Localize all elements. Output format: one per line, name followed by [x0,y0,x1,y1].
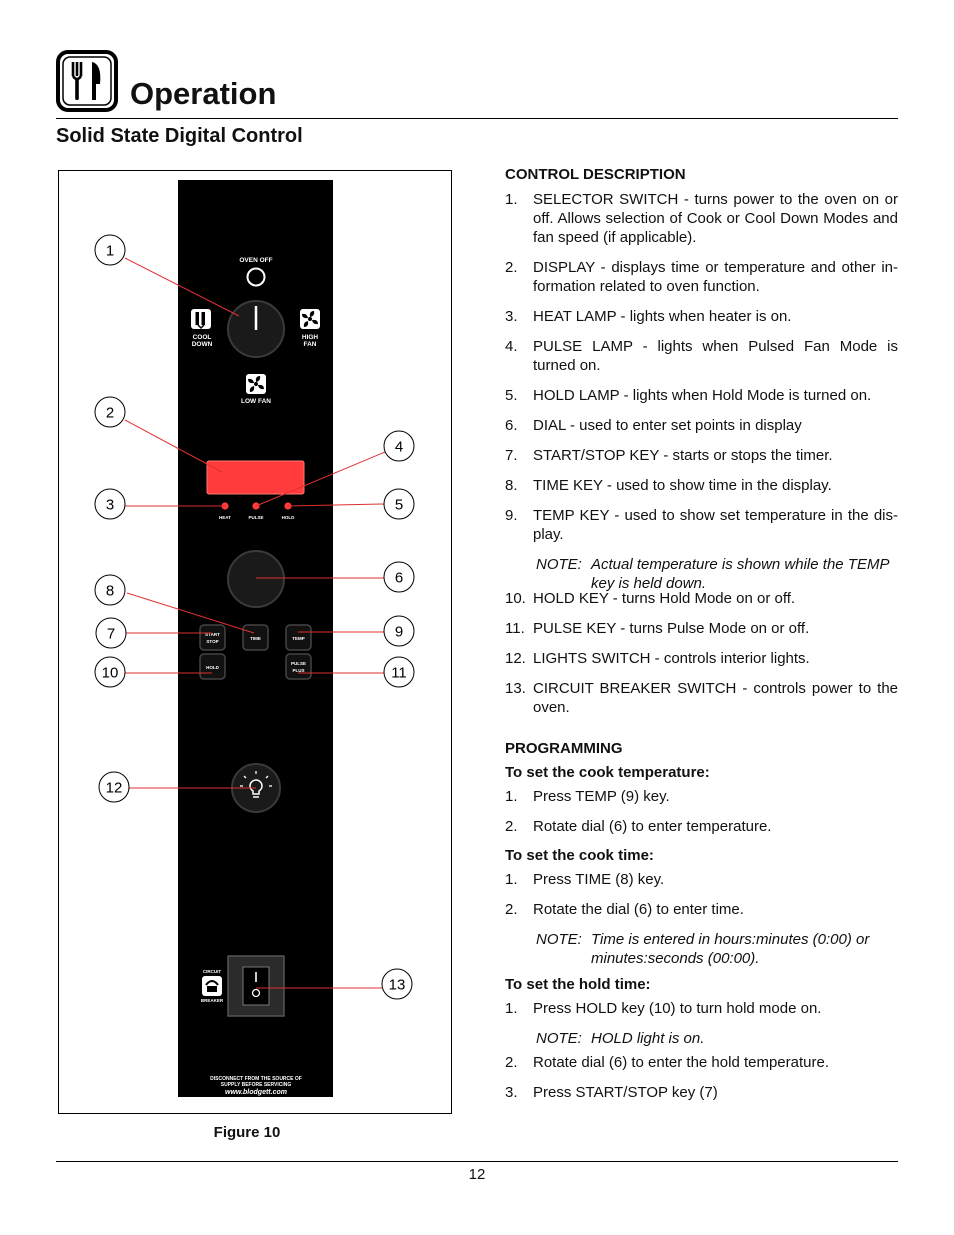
pulse-plus-key[interactable] [286,654,311,679]
list-item: 4. PULSE LAMP - lights when Pulsed Fan Mode is turned on. [505,338,898,374]
note-time-entry: NOTE: Time is entered in hours:minutes (0:00) or minutes:seconds (00:00). [536,931,870,967]
control-description-list [505,190,898,544]
callout-2 [95,397,125,427]
down-label: DOWN [191,341,213,348]
list-item: 3. Press START/STOP key (7) [505,1084,718,1101]
svg-text:7: 7 [106,625,116,643]
time-key[interactable] [243,625,268,650]
circuit-breaker-icon [202,976,222,996]
svg-text:9: 9 [394,623,404,641]
svg-text:10: 10 [101,664,119,682]
programming-heading: PROGRAMMING [505,740,623,757]
high-fan-icon [300,309,320,329]
list-item: 1. Press TIME (8) key. [505,871,665,888]
callout-10 [95,657,125,687]
circuit-label: CIRCUIT [202,969,222,974]
list-item: 7. START/STOP KEY - starts or stops the timer. [505,447,833,464]
list-item: 11. PULSE KEY - turns Pulse Mode on or off. [505,620,810,637]
low-fan-icon [246,374,266,394]
note-hold-light: NOTE: HOLD light is on. [536,1030,705,1047]
temp-key[interactable] [286,625,311,650]
list-item: 2. DISPLAY - displays time or temperature and other in-formation related to oven function. [505,259,898,295]
website-label: www.blodgett.com [225,1089,287,1096]
figure-caption: Figure 10 [213,1124,281,1141]
list-item: 9. TEMP KEY - used to show set temperature in the dis-play. [505,507,898,543]
hold-key[interactable] [200,654,225,679]
callout-3 [95,489,125,519]
callout-1 [95,235,125,265]
callout-12 [99,772,129,802]
start-label: START [205,632,220,637]
breaker-label: BREAKER [200,998,224,1003]
cool-down-icon [191,309,211,329]
svg-text:6: 6 [394,569,404,587]
svg-text:11: 11 [391,664,407,682]
callout-4 [384,431,414,461]
callout-13 [382,969,412,999]
cook-time-steps [505,870,898,919]
time-label: TIME [250,636,261,641]
callout-6 [384,562,414,592]
svg-text:12: 12 [105,779,123,797]
pulse-key-label: PULSE [290,661,307,666]
control-description-heading: CONTROL DESCRIPTION [505,166,686,183]
hold-label: HOLD [281,515,295,520]
page-title: Operation [130,76,277,111]
list-item: 2. Rotate the dial (6) to enter time. [505,901,744,918]
list-item: 10. HOLD KEY - turns Hold Mode on or off. [505,590,796,607]
disconnect-warning-line1: DISCONNECT FROM THE SOURCE OF [210,1076,302,1082]
stop-label: STOP [206,639,219,644]
cook-temperature-subheading: To set the cook temperature: [505,764,710,781]
callout-11 [384,657,414,687]
list-item: 5. HOLD LAMP - lights when Hold Mode is turned on. [505,387,872,404]
cook-temperature-steps [505,787,898,836]
set-point-dial[interactable] [228,551,284,607]
list-item: 2. Rotate dial (6) to enter the hold temperature. [505,1054,830,1071]
right-column [505,165,898,1113]
list-item: 1. Press HOLD key (10) to turn hold mode on. [505,1000,822,1017]
svg-text:5: 5 [394,496,404,514]
cool-label: COOL [192,334,212,341]
note-actual-temperature: NOTE: Actual temperature is shown while the TEMP key is held down. [536,556,889,592]
disconnect-warning-line2: SUPPLY BEFORE SERVICING [220,1082,292,1088]
svg-text:2: 2 [105,404,115,422]
callout-7 [96,618,126,648]
circuit-breaker-switch[interactable] [228,956,284,1016]
plus-key-label: PLUS [292,668,305,673]
display-window [207,461,304,494]
svg-text:13: 13 [388,976,406,994]
callout-5 [384,489,414,519]
list-item: 1. Press TEMP (9) key. [505,788,670,805]
temp-label: TEMP [292,636,305,641]
hold-time-steps [505,1053,898,1102]
hold-time-subheading: To set the hold time: [505,976,651,993]
svg-text:1: 1 [105,242,115,260]
list-item: 8. TIME KEY - used to show time in the display. [505,477,832,494]
list-item: 13. CIRCUIT BREAKER SWITCH - controls power to the oven. [505,680,898,716]
high-label: HIGH [301,334,319,341]
list-item: 1. SELECTOR SWITCH - turns power to the oven on or off. Allows selection of Cook or Cool Down Modes and fan speed (if applicable). [505,191,898,246]
svg-text:4: 4 [394,438,404,456]
heat-label: HEAT [219,515,231,520]
pulse-label: PULSE [248,515,264,520]
hold-time-step-1 [505,999,898,1018]
hold-key-label: HOLD [206,665,219,670]
callout-8 [95,575,125,605]
list-item: 12. LIGHTS SWITCH - controls interior lights. [505,650,810,667]
section-title: Solid State Digital Control [56,125,303,147]
low-fan-label: LOW FAN [241,398,271,405]
control-description-list-continued [505,589,898,717]
footer-divider [56,1161,898,1162]
callout-9 [384,616,414,646]
cook-time-subheading: To set the cook time: [505,847,654,864]
svg-text:3: 3 [105,496,115,514]
svg-text:8: 8 [105,582,115,600]
fan-label: FAN [303,341,317,348]
page-number: 12 [468,1166,486,1183]
list-item: 6. DIAL - used to enter set points in display [505,417,802,434]
oven-off-label: OVEN OFF [239,257,273,264]
list-item: 3. HEAT LAMP - lights when heater is on. [505,308,792,325]
list-item: 2. Rotate dial (6) to enter temperature. [505,818,772,835]
start-stop-key[interactable] [200,625,225,650]
